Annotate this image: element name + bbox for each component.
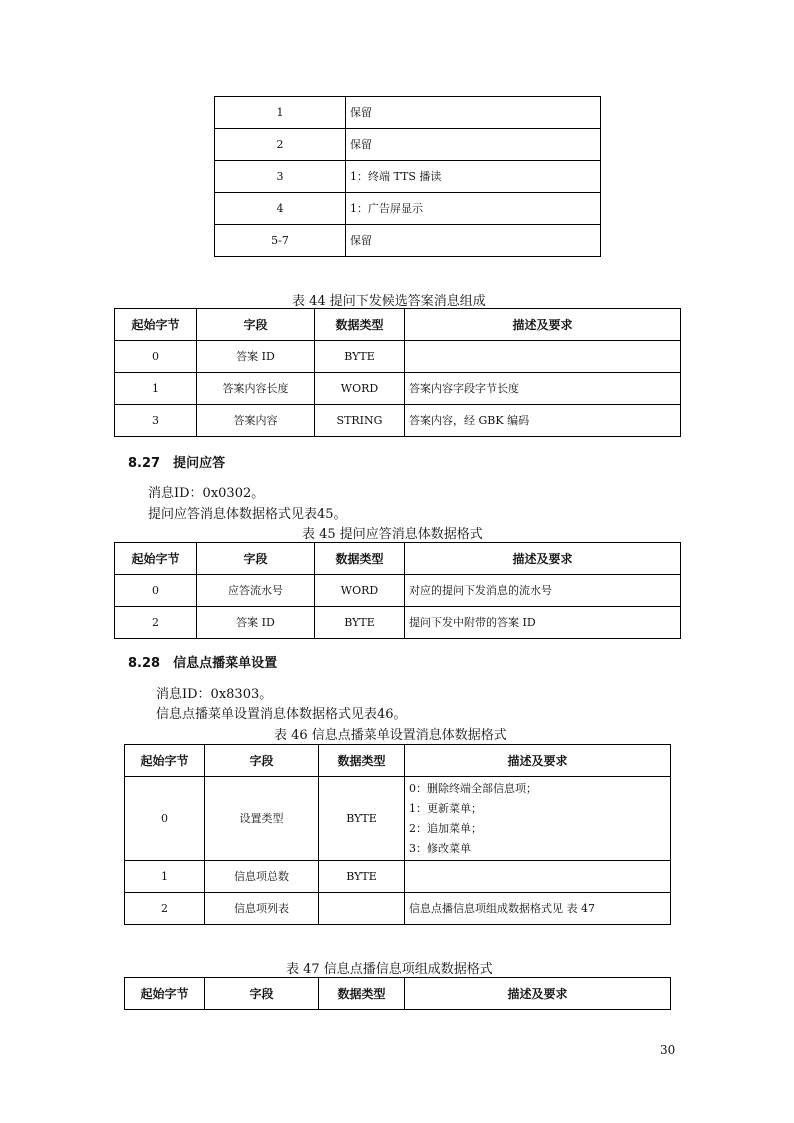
field-cell: 答案 ID — [197, 607, 315, 639]
message-id-text: 消息ID：0x8303。 — [156, 687, 273, 702]
column-header: 数据类型 — [319, 978, 405, 1010]
desc-cell — [405, 861, 671, 893]
type-cell: BYTE — [319, 861, 405, 893]
start-byte-cell: 0 — [125, 777, 205, 861]
table-47 — [124, 977, 671, 1010]
type-cell: BYTE — [315, 341, 405, 373]
type-cell — [319, 893, 405, 925]
column-header: 描述及要求 — [405, 543, 681, 575]
type-cell: WORD — [315, 575, 405, 607]
page-number: 30 — [660, 1043, 676, 1057]
table-44 — [114, 308, 681, 437]
table-row — [125, 861, 671, 893]
desc-cell: 提问下发中附带的答案 ID — [405, 607, 681, 639]
field-cell: 设置类型 — [205, 777, 319, 861]
desc-cell: 1：广告屏显示 — [346, 193, 601, 225]
table-row — [215, 129, 601, 161]
column-header: 起始字节 — [125, 745, 205, 777]
table-row — [115, 607, 681, 639]
field-cell: 答案内容 — [197, 405, 315, 437]
desc-cell: 保留 — [346, 225, 601, 257]
field-cell: 应答流水号 — [197, 575, 315, 607]
column-header: 字段 — [197, 309, 315, 341]
table-row — [115, 405, 681, 437]
desc-line: 0：删除终端全部信息项； — [409, 781, 537, 795]
column-header: 字段 — [205, 745, 319, 777]
column-header: 起始字节 — [115, 309, 197, 341]
body-text: 提问应答消息体数据格式见表45。 — [148, 507, 347, 522]
table-row — [215, 97, 601, 129]
column-header: 描述及要求 — [405, 309, 681, 341]
column-header: 起始字节 — [125, 978, 205, 1010]
bit-cell: 5-7 — [215, 225, 346, 257]
table-row — [125, 777, 671, 861]
table-row — [215, 225, 601, 257]
start-byte-cell: 3 — [115, 405, 197, 437]
start-byte-cell: 1 — [125, 861, 205, 893]
start-byte-cell: 2 — [115, 607, 197, 639]
table-44-caption: 表 44 提问下发候选答案消息组成 — [292, 294, 486, 309]
bit-definition-table — [214, 96, 601, 257]
type-cell: STRING — [315, 405, 405, 437]
desc-cell: 1：终端 TTS 播读 — [346, 161, 601, 193]
field-cell: 答案内容长度 — [197, 373, 315, 405]
start-byte-cell: 0 — [115, 341, 197, 373]
table-row — [215, 193, 601, 225]
bit-cell: 1 — [215, 97, 346, 129]
column-header: 描述及要求 — [405, 978, 671, 1010]
bit-cell: 2 — [215, 129, 346, 161]
desc-line: 2：追加菜单； — [409, 821, 482, 835]
table-row — [125, 893, 671, 925]
field-cell: 信息项列表 — [205, 893, 319, 925]
table-46-caption: 表 46 信息点播菜单设置消息体数据格式 — [274, 728, 507, 743]
type-cell: BYTE — [319, 777, 405, 861]
table-header-row — [115, 309, 681, 341]
desc-line: 3：修改菜单 — [409, 841, 471, 855]
type-cell: BYTE — [315, 607, 405, 639]
start-byte-cell: 2 — [125, 893, 205, 925]
type-cell: WORD — [315, 373, 405, 405]
column-header: 数据类型 — [319, 745, 405, 777]
column-header: 起始字节 — [115, 543, 197, 575]
column-header: 字段 — [197, 543, 315, 575]
body-text: 信息点播菜单设置消息体数据格式见表46。 — [156, 707, 407, 722]
bit-cell: 3 — [215, 161, 346, 193]
desc-cell — [405, 341, 681, 373]
section-heading: 8.28 信息点播菜单设置 — [128, 656, 278, 671]
table-row — [215, 161, 601, 193]
message-id-text: 消息ID：0x0302。 — [148, 486, 265, 501]
start-byte-cell: 0 — [115, 575, 197, 607]
desc-cell — [405, 777, 671, 861]
column-header: 字段 — [205, 978, 319, 1010]
desc-cell: 对应的提问下发消息的流水号 — [405, 575, 681, 607]
table-row — [115, 341, 681, 373]
bit-cell: 4 — [215, 193, 346, 225]
column-header: 数据类型 — [315, 309, 405, 341]
table-header-row — [125, 978, 671, 1010]
table-45 — [114, 542, 681, 639]
section-heading: 8.27 提问应答 — [128, 456, 226, 471]
field-cell: 信息项总数 — [205, 861, 319, 893]
table-row — [115, 575, 681, 607]
start-byte-cell: 1 — [115, 373, 197, 405]
table-47-caption: 表 47 信息点播信息项组成数据格式 — [286, 962, 493, 977]
column-header: 描述及要求 — [405, 745, 671, 777]
field-cell: 答案 ID — [197, 341, 315, 373]
desc-cell: 信息点播信息项组成数据格式见 表 47 — [405, 893, 671, 925]
desc-cell: 保留 — [346, 129, 601, 161]
desc-cell: 答案内容字段字节长度 — [405, 373, 681, 405]
column-header: 数据类型 — [315, 543, 405, 575]
desc-line: 1：更新菜单； — [409, 801, 482, 815]
table-45-caption: 表 45 提问应答消息体数据格式 — [302, 527, 483, 542]
table-46 — [124, 744, 671, 925]
table-header-row — [125, 745, 671, 777]
desc-cell: 保留 — [346, 97, 601, 129]
table-header-row — [115, 543, 681, 575]
table-row — [115, 373, 681, 405]
desc-cell: 答案内容，经 GBK 编码 — [405, 405, 681, 437]
